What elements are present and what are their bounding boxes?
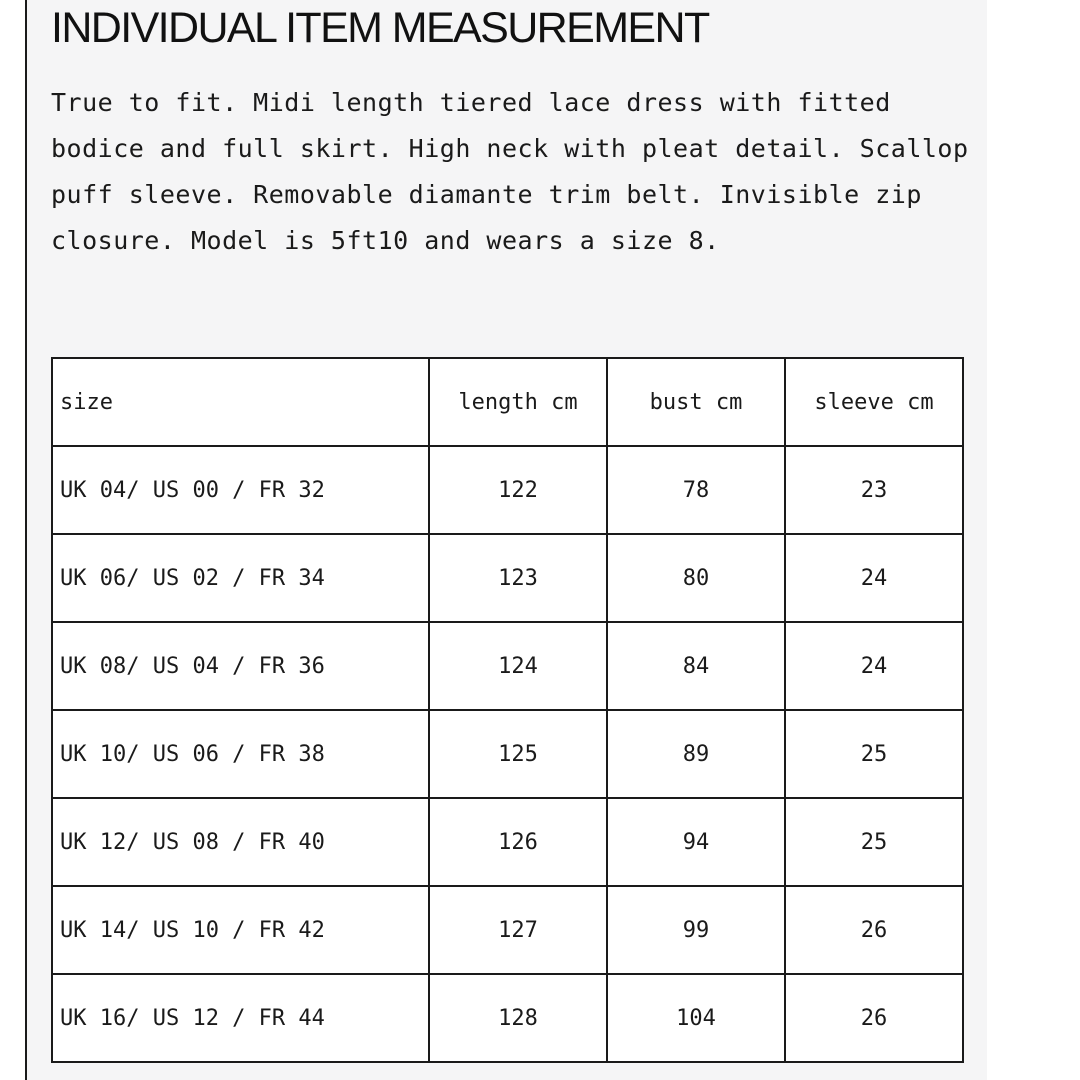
cell-size: UK 12/ US 08 / FR 40 bbox=[52, 798, 429, 886]
header-bust: bust cm bbox=[607, 358, 785, 446]
cell-length: 124 bbox=[429, 622, 607, 710]
cell-bust: 89 bbox=[607, 710, 785, 798]
cell-length: 128 bbox=[429, 974, 607, 1062]
cell-bust: 104 bbox=[607, 974, 785, 1062]
cell-size: UK 06/ US 02 / FR 34 bbox=[52, 534, 429, 622]
cell-length: 122 bbox=[429, 446, 607, 534]
cell-sleeve: 25 bbox=[785, 798, 963, 886]
cell-length: 123 bbox=[429, 534, 607, 622]
table-row bbox=[52, 886, 963, 974]
cell-size: UK 08/ US 04 / FR 36 bbox=[52, 622, 429, 710]
product-description: True to fit. Midi length tiered lace dress with fitted bodice and full skirt. High neck with pleat detail. Scallop puff sleeve. Removable diamante trim belt. Invisible zip closure. Model is 5ft10 and wears a size 8. bbox=[51, 88, 969, 255]
header-length: length cm bbox=[429, 358, 607, 446]
cell-sleeve: 24 bbox=[785, 534, 963, 622]
cell-bust: 99 bbox=[607, 886, 785, 974]
cell-bust: 94 bbox=[607, 798, 785, 886]
size-chart-table bbox=[51, 357, 964, 1063]
cell-sleeve: 26 bbox=[785, 974, 963, 1062]
cell-size: UK 10/ US 06 / FR 38 bbox=[52, 710, 429, 798]
cell-bust: 80 bbox=[607, 534, 785, 622]
cell-size: UK 14/ US 10 / FR 42 bbox=[52, 886, 429, 974]
header-size: size bbox=[52, 358, 429, 446]
table-row bbox=[52, 798, 963, 886]
table-row bbox=[52, 622, 963, 710]
cell-sleeve: 24 bbox=[785, 622, 963, 710]
cell-size: UK 04/ US 00 / FR 32 bbox=[52, 446, 429, 534]
cell-bust: 78 bbox=[607, 446, 785, 534]
cell-sleeve: 25 bbox=[785, 710, 963, 798]
table-row bbox=[52, 534, 963, 622]
page-title: INDIVIDUAL ITEM MEASUREMENT bbox=[51, 4, 709, 52]
cell-length: 125 bbox=[429, 710, 607, 798]
cell-sleeve: 26 bbox=[785, 886, 963, 974]
cell-sleeve: 23 bbox=[785, 446, 963, 534]
cell-length: 127 bbox=[429, 886, 607, 974]
cell-length: 126 bbox=[429, 798, 607, 886]
table-header-row bbox=[52, 358, 963, 446]
cell-bust: 84 bbox=[607, 622, 785, 710]
measurement-panel bbox=[25, 0, 987, 1080]
header-sleeve: sleeve cm bbox=[785, 358, 963, 446]
cell-size: UK 16/ US 12 / FR 44 bbox=[52, 974, 429, 1062]
table-row bbox=[52, 710, 963, 798]
table-row bbox=[52, 446, 963, 534]
table-row bbox=[52, 974, 963, 1062]
